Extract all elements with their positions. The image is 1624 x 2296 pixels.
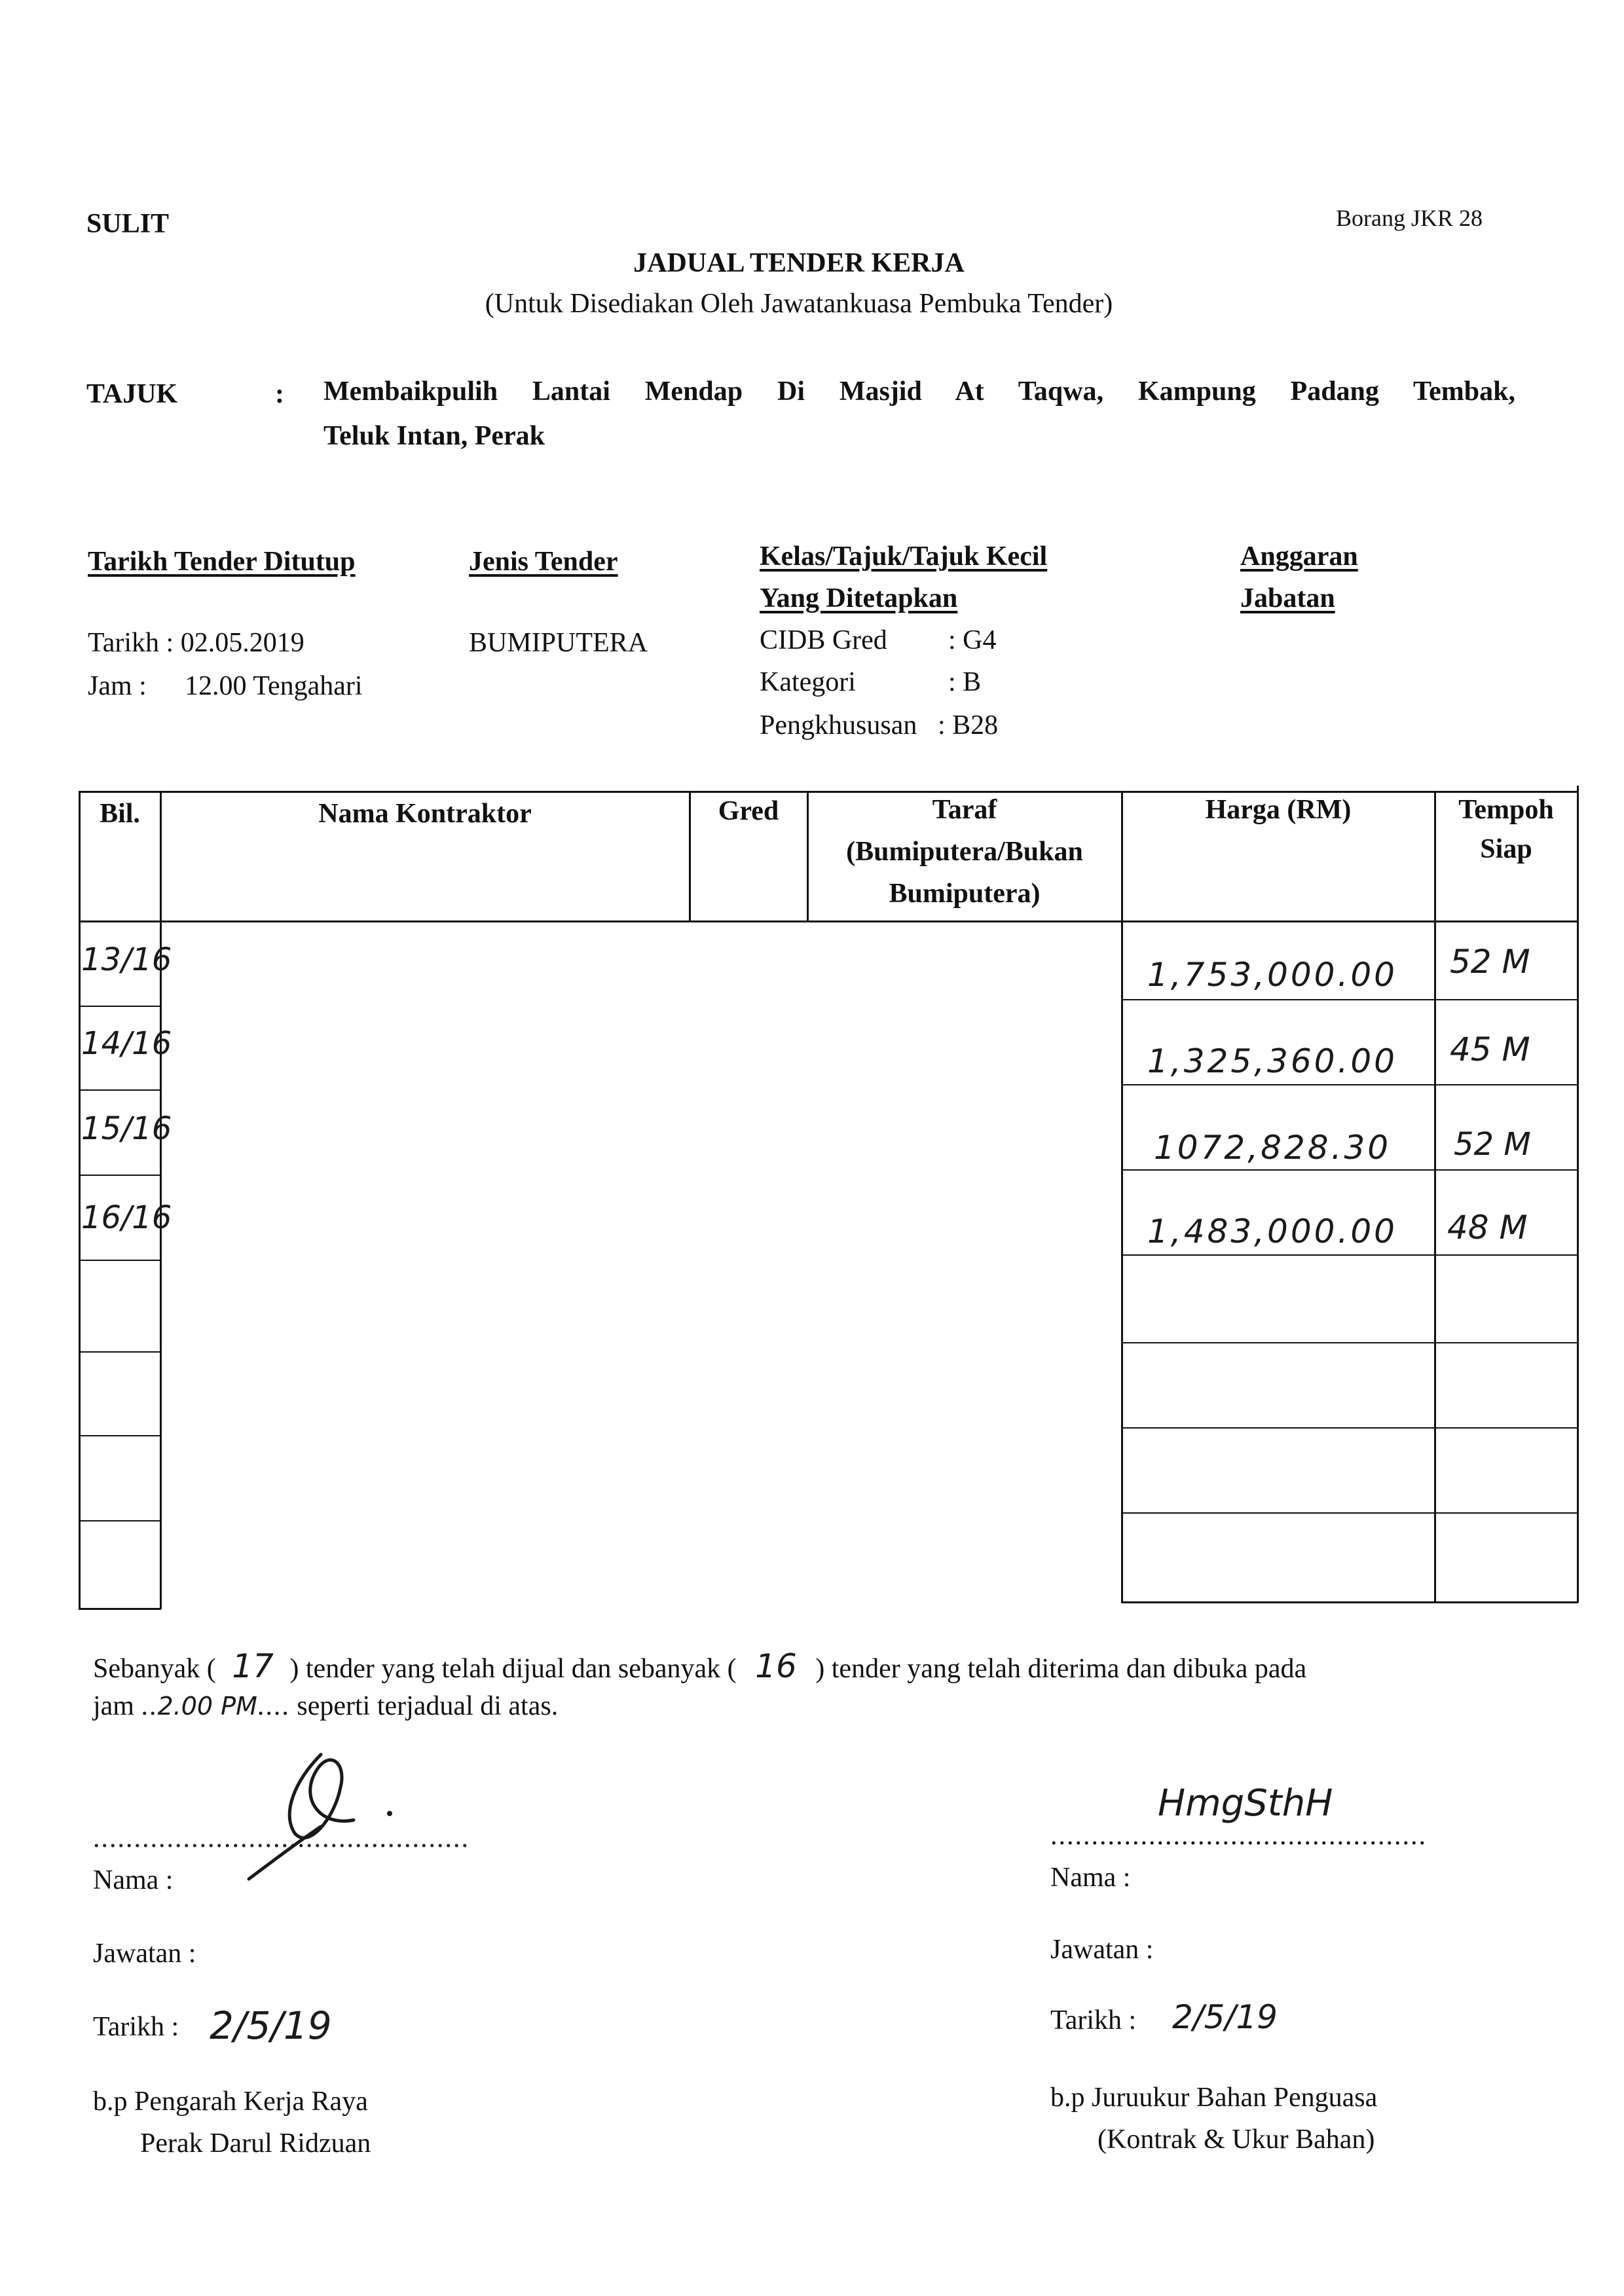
summary-text-4: jam: [93, 1691, 134, 1721]
summary-line-2: jam ..2.00 PM.... seperti terjadual di atas.: [93, 1691, 559, 1721]
kategori-label: Kategori: [760, 667, 856, 697]
tarikh-value: Tarikh : 02.05.2019: [88, 628, 304, 658]
col-header-taraf-3: Bumiputera): [889, 879, 1041, 909]
col-header-tempoh-1: Tempoh: [1458, 795, 1554, 825]
table-row-2-bil: 14/16: [81, 1025, 172, 1062]
pengkhususan-label: Pengkhususan: [760, 710, 917, 740]
classification-label: SULIT: [86, 209, 170, 239]
anggaran-heading-1: Anggaran: [1240, 541, 1358, 572]
tajuk-label: TAJUK: [86, 379, 178, 409]
left-date-label: Tarikh :: [93, 2012, 179, 2042]
right-signature-line: ..............................................: [1050, 1821, 1427, 1851]
left-name-label: Nama :: [93, 1865, 174, 1895]
kategori-value: : B: [948, 667, 982, 697]
jenis-tender-heading: Jenis Tender: [469, 547, 618, 577]
summary-text-1: Sebanyak (: [93, 1654, 216, 1684]
table-row-2-tempoh: 45 M: [1450, 1030, 1530, 1068]
tajuk-line2: Teluk Intan, Perak: [323, 421, 545, 451]
summary-text-3: ) tender yang telah diterima dan dibuka pada: [815, 1654, 1307, 1684]
right-org-2: (Kontrak & Ukur Bahan): [1098, 2124, 1375, 2155]
col-header-bil: Bil.: [100, 799, 140, 829]
sold-count: 17: [232, 1647, 274, 1685]
col-header-taraf-2: (Bumiputera/Bukan: [846, 837, 1083, 867]
col-header-gred: Gred: [718, 796, 779, 826]
right-name-label: Nama :: [1050, 1863, 1131, 1893]
anggaran-heading-2: Jabatan: [1240, 583, 1335, 613]
left-signature: [223, 1735, 419, 1886]
form-code: Borang JKR 28: [1336, 205, 1483, 231]
tajuk-line1: Membaikpulih Lantai Mendap Di Masjid At Taqwa, Kampung Padang Tembak,: [323, 376, 1515, 407]
table-row-2-harga: 1,325,360.00: [1147, 1042, 1397, 1080]
table-row-4-harga: 1,483,000.00: [1147, 1212, 1397, 1250]
table-row-3-harga: 1072,828.30: [1154, 1129, 1392, 1167]
col-header-taraf-1: Taraf: [932, 795, 997, 825]
cidb-gred-label: CIDB Gred: [760, 625, 887, 655]
left-position-label: Jawatan :: [93, 1939, 196, 1969]
left-org-1: b.p Pengarah Kerja Raya: [93, 2086, 368, 2117]
page-title: JADUAL TENDER KERJA: [633, 248, 965, 278]
opening-time: 2.00 PM: [157, 1692, 257, 1721]
table-row-3-bil: 15/16: [81, 1110, 172, 1147]
cidb-gred-value: : G4: [948, 625, 997, 655]
received-count: 16: [755, 1647, 797, 1685]
right-date-label: Tarikh :: [1050, 2005, 1137, 2035]
summary-text-2: ) tender yang telah dijual dan sebanyak (: [289, 1654, 737, 1684]
page-subtitle: (Untuk Disediakan Oleh Jawatankuasa Pembuka Tender): [485, 289, 1113, 319]
table-row-3-tempoh: 52 M: [1454, 1126, 1531, 1163]
table-row-1-tempoh: 52 M: [1450, 943, 1530, 981]
summary-line-1: [93, 1647, 1306, 1685]
right-org-1: b.p Juruukur Bahan Penguasa: [1050, 2083, 1378, 2113]
table-row-1-harga: 1,753,000.00: [1147, 956, 1397, 994]
table-row-4-bil: 16/16: [81, 1199, 172, 1236]
left-signature-line: ..............................................: [93, 1823, 470, 1853]
right-signature: HmgSthH: [1158, 1782, 1333, 1825]
tajuk-colon: :: [275, 379, 284, 409]
tarikh-tender-heading: Tarikh Tender Ditutup: [88, 547, 356, 577]
kelas-heading-1: Kelas/Tajuk/Tajuk Kecil: [760, 541, 1048, 572]
pengkhususan-value: : B28: [938, 710, 999, 740]
jenis-tender-value: BUMIPUTERA: [469, 628, 648, 658]
right-date-value: 2/5/19: [1172, 1998, 1278, 2036]
left-date-value: 2/5/19: [210, 2003, 332, 2048]
col-header-nama: Nama Kontraktor: [318, 799, 532, 829]
left-org-2: Perak Darul Ridzuan: [140, 2128, 371, 2159]
table-row-1-bil: 13/16: [81, 941, 172, 978]
jam-label: Jam :: [88, 671, 147, 701]
table-row-4-tempoh: 48 M: [1447, 1209, 1528, 1247]
kelas-heading-2: Yang Ditetapkan: [760, 583, 958, 613]
jam-value: 12.00 Tengahari: [185, 671, 363, 701]
col-header-harga: Harga (RM): [1205, 795, 1352, 825]
right-position-label: Jawatan :: [1050, 1935, 1154, 1965]
summary-text-5: seperti terjadual di atas.: [297, 1691, 559, 1721]
col-header-tempoh-2: Siap: [1480, 834, 1532, 864]
